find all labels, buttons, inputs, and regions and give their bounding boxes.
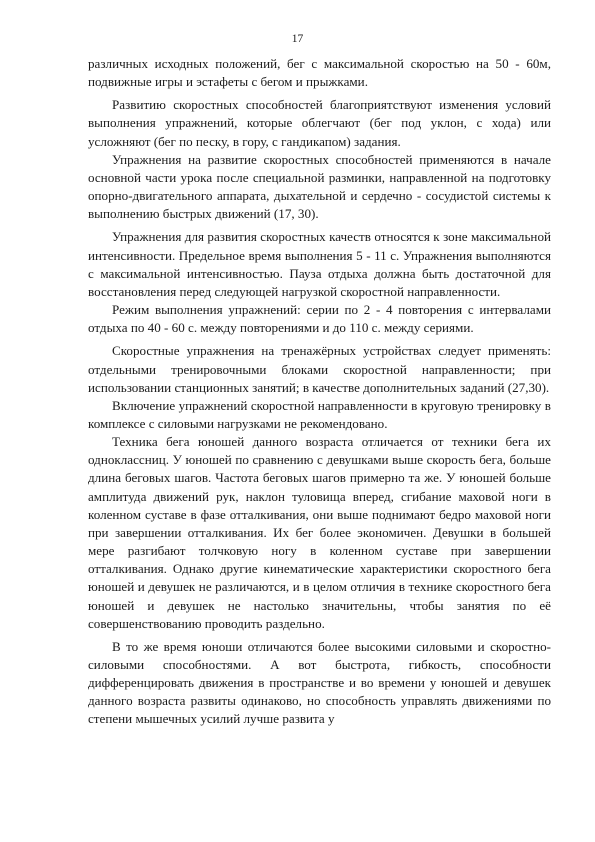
paragraph-9: В то же время юноши отличаются более высокими силовыми и скоростно-силовыми способностями. А вот быстрота, гибкость, способности дифференцировать движения в пространстве и во времени у юношей и девушек данного возраста развиты одинаково, но способность управлять движениями по степени мышечных усилий лучше развита у xyxy=(88,638,551,727)
page-number: 17 xyxy=(291,33,304,45)
paragraph-5: Режим выполнения упражнений: серии по 2 - 4 повторения с интервалами отдыха по 40 - 60 с. между повторениями и до 110 с. между сериями. xyxy=(88,302,551,336)
document-body xyxy=(88,55,551,729)
paragraph-8: Техника бега юношей данного возраста отличается от техники бега их одноклассниц. У юношей по сравнению с девушками выше скорость бега, больше длина беговых шагов. Частота беговых шагов примерно та же. У юношей больше амплитуда движений рук, наклон туловища вперед, сгибание маховой ноги в коленном суставе в фазе отталкивания, они выше поднимают бедро маховой ноги при завершении отталкивания. Их бег более экономичен. Девушки в большей мере разгибают толчковую ногу в коленном суставе при завершении отталкивания. Однако другие кинематические характеристики скоростного бега юношей и девушек не различаются, и в целом отличия в технике скоростного бега юношей и девушек не настолько значительны, чтобы занятия по её совершенствованию проводить раздельно. xyxy=(88,434,551,631)
paragraph-7: Включение упражнений скоростной направленности в круговую тренировку в комплексе с силовыми нагрузками не рекомендовано. xyxy=(88,397,551,431)
paragraph-3: Упражнения на развитие скоростных способностей применяются в начале основной части урока после специальной разминки, направленной на подготовку опорно-двигательного аппарата, дыхательной и сердечно - сосудистой системы к выполнению быстрых движений (17, 30). xyxy=(88,151,551,222)
paragraph-4: Упражнения для развития скоростных качеств относятся к зоне максимальной интенсивности. Предельное время выполнения 5 - 11 с. Упражнения выполняются с максимальной интенсивностью. Пауза отдыха должна быть достаточной для восстановления перед следующей нагрузкой скоростной направленности. xyxy=(88,229,551,299)
paragraph-2: Развитию скоростных способностей благоприятствуют изменения условий выполнения упражнений, которые облегчают (бег под уклон, с хода) или усложняют (бег по песку, в гору, с гандикапом) задания. xyxy=(88,97,551,149)
paragraph-1: различных исходных положений, бег с максимальной скоростью на 50 - 60м, подвижные игры и эстафеты с бегом и прыжками. xyxy=(88,56,551,90)
paragraph-6: Скоростные упражнения на тренажёрных устройствах следует применять: отдельными тренировочными блоками скоростной направленности; при использовании станционных занятий; в качестве дополнительных заданий (27,30). xyxy=(88,343,551,395)
